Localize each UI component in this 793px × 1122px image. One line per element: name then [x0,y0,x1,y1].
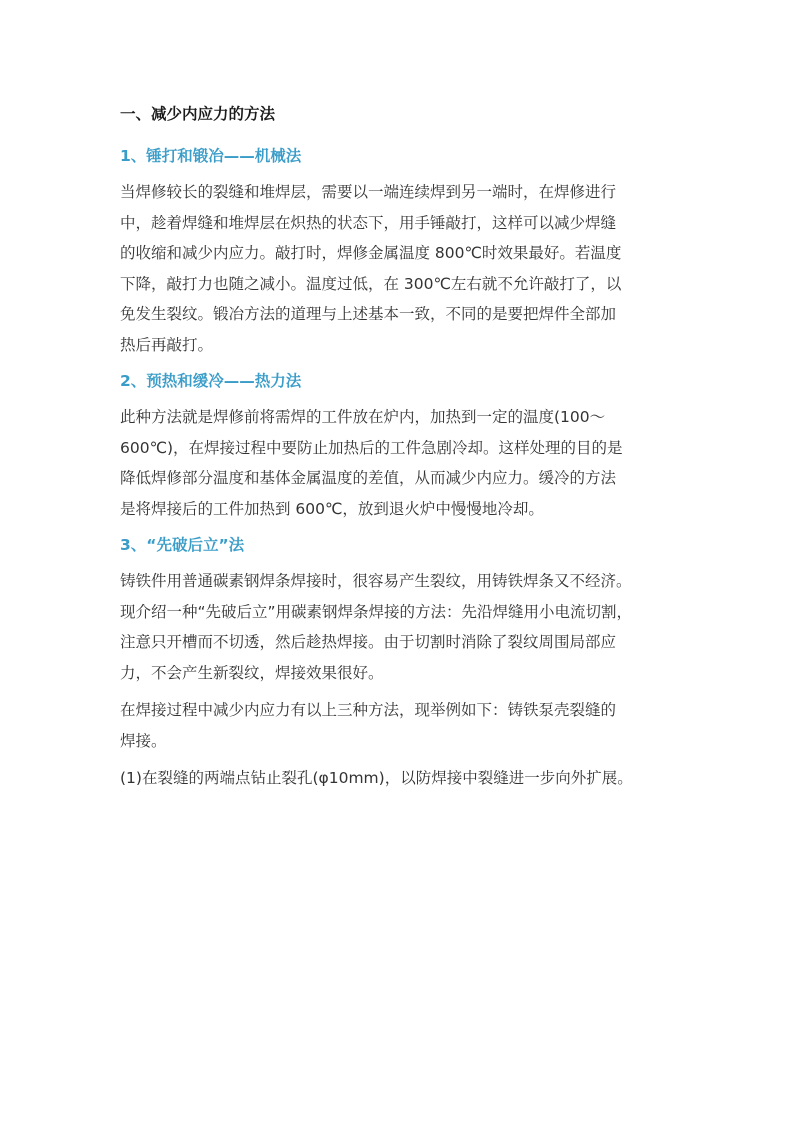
main-heading: 一、减少内应力的方法 [120,105,276,123]
section-1-paragraph [120,177,680,360]
paragraph-line: 铸铁件用普通碳素钢焊条焊接时，很容易产生裂纹，用铸铁焊条又不经济。 [120,572,632,590]
paragraph-line: 中，趁着焊缝和堆焊层在炽热的状态下，用手锤敲打，这样可以减少焊缝 [120,213,617,232]
paragraph-line: 注意只开槽而不切透，然后趁热焊接。由于切割时消除了裂纹周围局部应 [120,633,617,651]
paragraph-line: 热后再敲打。 [120,335,214,354]
paragraph-line: 下降，敲打力也随之减小。温度过低，在 300℃左右就不允许敲打了，以 [120,274,622,293]
section-1-heading: 1、锤打和锻冶——机械法 [120,147,302,165]
paragraph-line: (1)在裂缝的两端点钻止裂孔(φ10mm)，以防焊接中裂缝进一步向外扩展。 [120,769,633,787]
paragraph-line: 在焊接过程中减少内应力有以上三种方法，现举例如下：铸铁泵壳裂缝的 [120,701,617,719]
paragraph-line: 力，不会产生新裂纹，焊接效果很好。 [120,663,384,682]
paragraph-line: 焊接。 [120,731,167,750]
example-paragraph [120,695,680,756]
paragraph-line: 当焊修较长的裂缝和堆焊层，需要以一端连续焊到另一端时，在焊修进行 [120,183,617,201]
section-3-paragraph [120,566,680,688]
paragraph-line: 是将焊接后的工件加热到 600℃，放到退火炉中慢慢地冷却。 [120,499,544,518]
paragraph-line: 的收缩和减少内应力。敲打时，焊修金属温度 800℃时效果最好。若温度 [120,244,622,262]
paragraph-line: 免发生裂纹。锻冶方法的道理与上述基本一致，不同的是要把焊件全部加 [120,305,617,323]
paragraph-line: 降低焊修部分温度和基体金属温度的差值，从而减少内应力。缓冷的方法 [120,469,617,487]
paragraph-line: 此种方法就是焊修前将需焊的工件放在炉内，加热到一定的温度(100～ [120,408,606,426]
section-3-heading: 3、“先破后立”法 [120,536,245,554]
step-1-paragraph [120,763,680,794]
section-2-paragraph [120,402,680,524]
document-body [120,100,680,801]
section-2-heading: 2、预热和缓冷——热力法 [120,372,302,390]
paragraph-line: 600℃)，在焊接过程中要防止加热后的工件急剧冷却。这样处理的目的是 [120,438,623,457]
paragraph-line: 现介绍一种“先破后立”用碳素钢焊条焊接的方法：先沿焊缝用小电流切割， [120,602,633,621]
